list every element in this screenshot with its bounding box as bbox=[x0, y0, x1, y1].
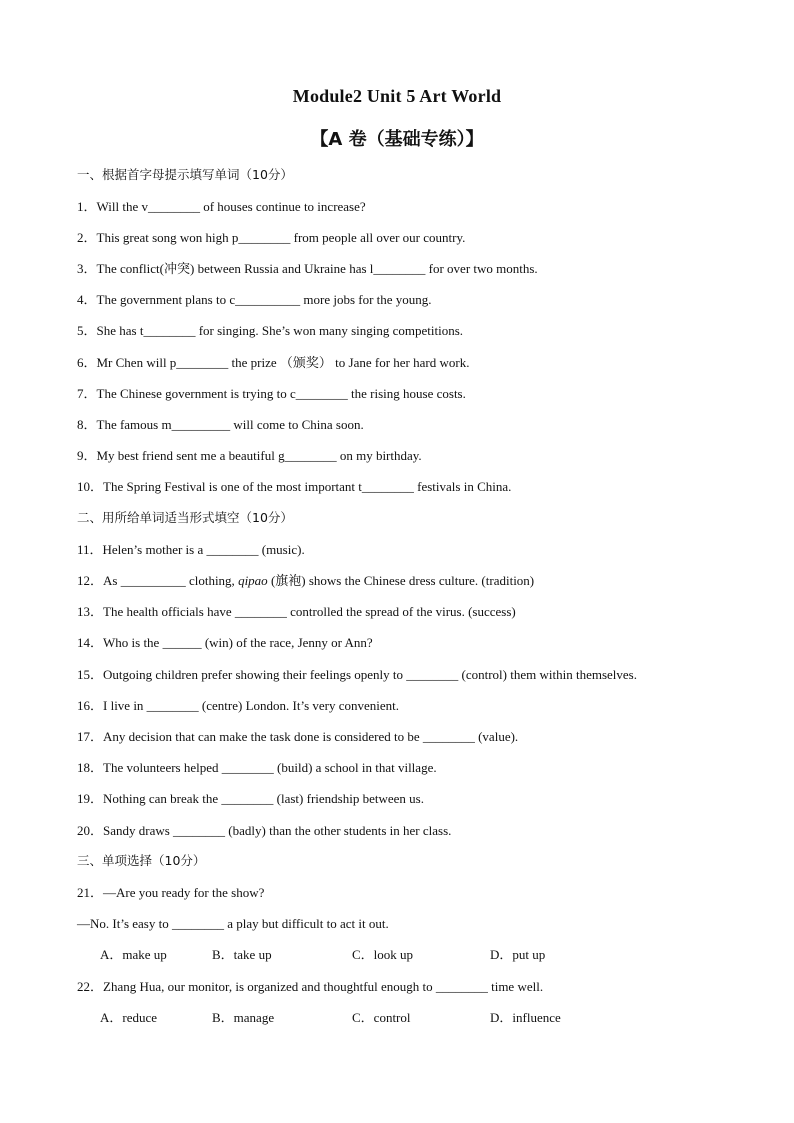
option-c: C．look up bbox=[352, 947, 414, 962]
question-17: 17．Any decision that can make the task done is considered to be ________ (value). bbox=[77, 729, 519, 744]
question-9: 9．My best friend sent me a beautiful g________ on my birthday. bbox=[77, 448, 422, 463]
question-21-response: —No. It’s easy to ________ a play but difficult to act it out. bbox=[77, 916, 389, 931]
question-21-prompt: 21．—Are you ready for the show? bbox=[77, 885, 265, 900]
question-15: 15．Outgoing children prefer showing their feelings openly to ________ (control) them within themselves. bbox=[77, 667, 637, 682]
option-a: A．reduce bbox=[100, 1010, 158, 1025]
question-22-prompt: 22．Zhang Hua, our monitor, is organized and thoughtful enough to ________ time well. bbox=[77, 979, 544, 994]
question-19: 19．Nothing can break the ________ (last) friendship between us. bbox=[77, 791, 424, 806]
question-3: 3．The conflict(冲突) between Russia and Ukraine has l________ for over two months. bbox=[77, 261, 538, 276]
question-13: 13．The health officials have ________ controlled the spread of the virus. (success) bbox=[77, 604, 516, 619]
question-7: 7．The Chinese government is trying to c________ the rising house costs. bbox=[77, 386, 466, 401]
question-12 bbox=[77, 573, 534, 589]
document-title: Module2 Unit 5 Art World bbox=[292, 86, 502, 106]
option-d: D．influence bbox=[490, 1010, 561, 1025]
option-c: C．control bbox=[352, 1010, 411, 1025]
option-b: B．manage bbox=[212, 1010, 275, 1025]
question-10: 10．The Spring Festival is one of the most important t________ festivals in China. bbox=[77, 479, 512, 494]
question-12-lead: 12．As __________ clothing, bbox=[77, 573, 235, 588]
section-3-heading: 三、单项选择（10分） bbox=[77, 853, 206, 868]
question-16: 16．I live in ________ (centre) London. It’s very convenient. bbox=[77, 698, 400, 713]
question-6: 6．Mr Chen will p________ the prize （颁奖） to Jane for her hard work. bbox=[77, 355, 470, 370]
question-12-tail: (旗袍) shows the Chinese dress culture. (tradition) bbox=[267, 573, 535, 588]
question-4: 4．The government plans to c__________ more jobs for the young. bbox=[77, 292, 432, 307]
question-2: 2．This great song won high p________ from people all over our country. bbox=[77, 230, 466, 245]
option-d: D．put up bbox=[490, 947, 546, 962]
question-18: 18．The volunteers helped ________ (build) a school in that village. bbox=[77, 760, 437, 775]
question-1: 1．Will the v________ of houses continue to increase? bbox=[77, 199, 366, 214]
question-20: 20．Sandy draws ________ (badly) than the other students in her class. bbox=[77, 823, 452, 838]
section-2-heading: 二、用所给单词适当形式填空（10分） bbox=[77, 510, 293, 525]
document-subtitle: 【A 卷（基础专练）】 bbox=[310, 129, 484, 150]
question-8: 8．The famous m_________ will come to China soon. bbox=[77, 417, 364, 432]
question-12-italic-word: qipao bbox=[238, 573, 268, 588]
question-14: 14．Who is the ______ (win) of the race, Jenny or Ann? bbox=[77, 635, 373, 650]
question-11: 11．Helen’s mother is a ________ (music). bbox=[77, 542, 305, 557]
option-a: A．make up bbox=[100, 947, 167, 962]
question-5: 5．She has t________ for singing. She’s won many singing competitions. bbox=[77, 323, 464, 338]
section-1-heading: 一、根据首字母提示填写单词（10分） bbox=[77, 167, 293, 182]
option-b: B．take up bbox=[212, 947, 272, 962]
